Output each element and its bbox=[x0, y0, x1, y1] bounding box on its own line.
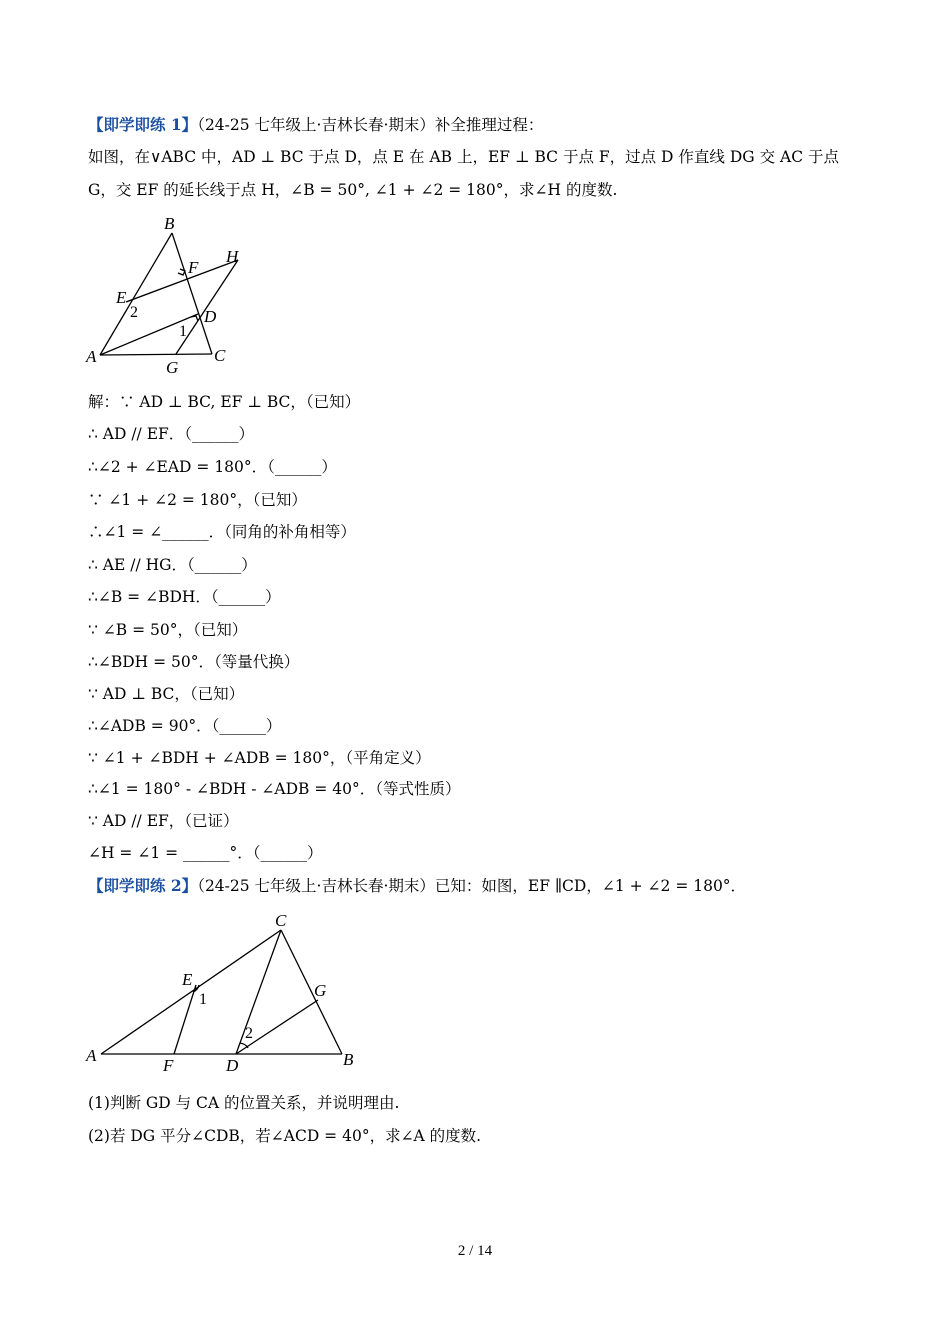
segment-cb bbox=[281, 930, 342, 1054]
label-angle-1: 1 bbox=[179, 323, 187, 340]
ex1-problem-line2: G，交 EF 的延长线于点 H，∠B = 50°, ∠1 + ∠2 = 180°，求∠H 的度数. bbox=[88, 181, 618, 199]
segment-ac bbox=[100, 354, 212, 355]
ex2-figure bbox=[80, 905, 370, 1080]
label-f: F bbox=[188, 258, 199, 277]
ex1-step-9: ∴∠BDH = 50°．（等量代换） bbox=[88, 653, 300, 671]
label-d: D bbox=[226, 1056, 239, 1075]
label-e: E bbox=[182, 970, 193, 989]
ex2-question-2: (2)若 DG 平分∠CDB，若∠ACD = 40°，求∠A 的度数. bbox=[88, 1127, 482, 1145]
ex1-step-11: ∴∠ADB = 90°．（______） bbox=[88, 717, 282, 735]
ex2-header bbox=[88, 876, 746, 896]
segment-ab bbox=[100, 233, 172, 355]
ex1-step-5: ∴∠1 = ∠______．（同角的补角相等） bbox=[88, 523, 356, 541]
label-g: G bbox=[314, 981, 327, 1000]
ex1-step-2: ∴ AD // EF．（______） bbox=[88, 425, 255, 443]
ex1-step-15: ∠H = ∠1 = ______°．（______） bbox=[88, 844, 323, 862]
ex2-question-1: (1)判断 GD 与 CA 的位置关系，并说明理由. bbox=[88, 1094, 400, 1112]
label-c: C bbox=[275, 911, 287, 930]
ex1-tag: 【即学即练 1】 bbox=[88, 115, 198, 134]
segment-cd bbox=[236, 930, 281, 1054]
segment-bc bbox=[172, 233, 212, 354]
label-h: H bbox=[226, 247, 239, 266]
ex1-header bbox=[88, 115, 543, 135]
ex1-step-10: ∵ AD ⊥ BC，（已知） bbox=[88, 685, 245, 703]
angle-arc-2 bbox=[240, 1043, 248, 1048]
ex1-step-3: ∴∠2 + ∠EAD = 180°．（______） bbox=[88, 458, 337, 476]
label-b: B bbox=[343, 1050, 354, 1069]
ex2-source: （24-25 七年级上·吉林长春·期末）已知：如图，EF ∥CD，∠1 + ∠2 = 180°． bbox=[197, 877, 747, 895]
label-d: D bbox=[204, 307, 217, 326]
ex1-step-7: ∴∠B = ∠BDH．（______） bbox=[88, 588, 281, 606]
segment-eh bbox=[126, 260, 238, 302]
right-angle-f bbox=[178, 269, 185, 275]
label-b: B bbox=[164, 214, 175, 233]
label-angle-2: 2 bbox=[130, 304, 138, 321]
ex1-step-12: ∵ ∠1 + ∠BDH + ∠ADB = 180°，（平角定义） bbox=[88, 749, 431, 767]
label-a: A bbox=[86, 347, 97, 366]
ex1-step-13: ∴∠1 = 180° - ∠BDH - ∠ADB = 40°．（等式性质） bbox=[88, 780, 461, 798]
label-angle-1: 1 bbox=[199, 991, 207, 1008]
label-c: C bbox=[214, 346, 226, 365]
label-angle-2: 2 bbox=[245, 1025, 253, 1042]
ex1-problem-line1: 如图，在∨ABC 中，AD ⊥ BC 于点 D，点 E 在 AB 上，EF ⊥ BC 于点 F，过点 D 作直线 DG 交 AC 于点 bbox=[88, 148, 839, 166]
ex2-tag: 【即学即练 2】 bbox=[88, 876, 198, 895]
label-e: E bbox=[116, 288, 127, 307]
right-angle-d bbox=[191, 316, 198, 321]
segment-ac bbox=[101, 930, 281, 1054]
ex1-step-8: ∵ ∠B = 50°，（已知） bbox=[88, 621, 248, 639]
ex1-step-4: ∵ ∠1 + ∠2 = 180°，（已知） bbox=[88, 491, 307, 509]
ex1-source: （24-25 七年级上·吉林长春·期末）补全推理过程： bbox=[197, 116, 544, 134]
page-number: 2 / 14 bbox=[457, 1243, 493, 1259]
label-f: F bbox=[163, 1056, 174, 1075]
ex1-figure bbox=[80, 210, 270, 380]
ex1-step-1: 解：∵ AD ⊥ BC, EF ⊥ BC，（已知） bbox=[88, 393, 361, 411]
label-a: A bbox=[86, 1046, 97, 1065]
ex1-step-14: ∵ AD // EF，（已证） bbox=[88, 812, 239, 830]
label-g: G bbox=[166, 358, 179, 377]
ex1-step-6: ∴ AE // HG．（______） bbox=[88, 556, 257, 574]
